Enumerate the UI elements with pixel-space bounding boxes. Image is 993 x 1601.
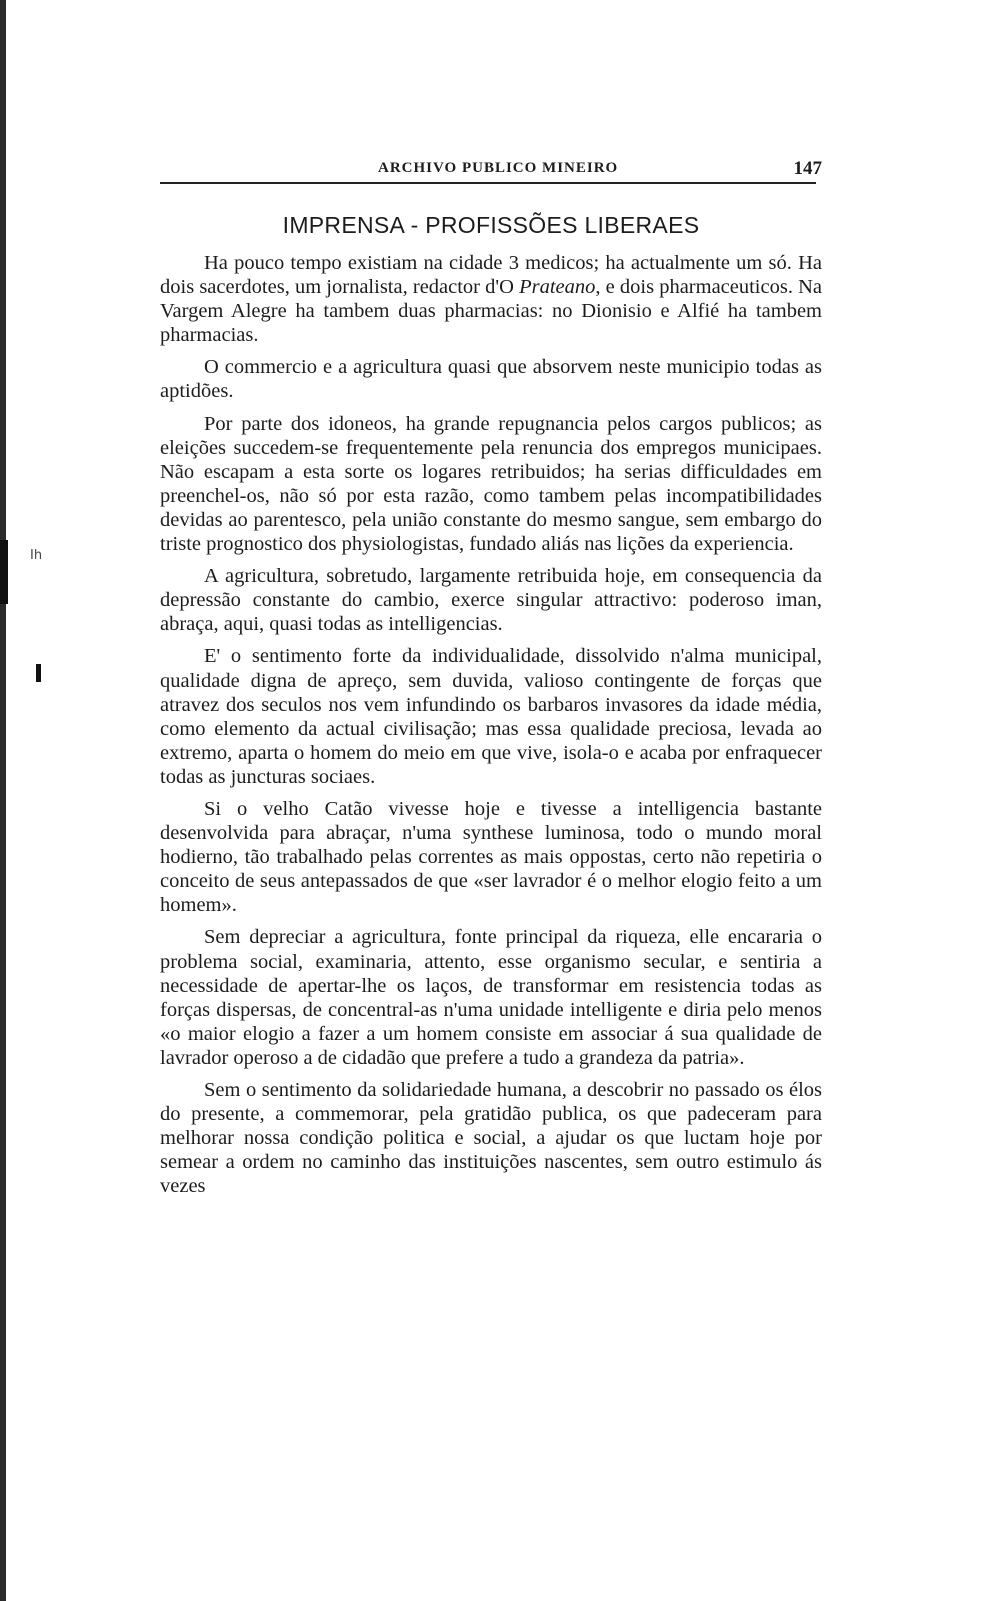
paragraph: Sem o sentimento da solidariedade humana, a descobrir no passado os élos do presente, a commemorar, pela gratidão publica, os que padeceram para melhorar nossa condição politica e social, a ajudar os que luctam hoje por semear a ordem no caminho das instituições nascentes, sem outro estimulo ás vezes [160, 1079, 822, 1198]
binding-mark [0, 540, 8, 604]
journal-title: ARCHIVO PUBLICO MINEIRO [378, 160, 619, 176]
margin-note: Ih [30, 548, 43, 563]
section-title: IMPRENSA - PROFISSÕES LIBERAES [282, 212, 700, 238]
paragraph: Por parte dos idoneos, ha grande repugnancia pelos cargos publicos; as eleições succedem-se frequentemente pela renuncia dos empregos municipaes. Não escapam a esta sorte os logares retribuidos; ha serias difficuldades em preenchel-os, não só por esta razão, como tambem pelas incompatibilidades devidas ao parentesco, pela união constante do mesmo sangue, sem embargo do triste prognostico dos physiologistas, fundado aliás nas lições da experiencia. [160, 412, 822, 556]
paragraph: O commercio e a agricultura quasi que absorvem neste municipio todas as aptidões. [160, 356, 822, 403]
paragraph-text: , e dois pharmaceuticos. Na Vargem Alegre ha tambem duas pharmacias: no Dionisio e Alfié ha tambem pharmacias. [160, 276, 823, 347]
paragraph [160, 251, 822, 347]
paragraph-text: Ha pouco tempo existiam na cidade 3 medicos; ha actualmente um só. Ha dois sacerdotes, um jornalista, redactor d'O [160, 252, 822, 299]
header-rule [160, 182, 816, 184]
newspaper-name: Prateano [519, 276, 596, 299]
body-text [160, 251, 822, 1198]
page-number: 147 [793, 158, 822, 179]
paragraph: A agricultura, sobretudo, largamente retribuida hoje, em consequencia da depressão constante do cambio, exerce singular attractivo: poderoso iman, abraça, aqui, quasi todas as intelligencias. [160, 565, 822, 636]
paragraph: E' o sentimento forte da individualidade, dissolvido n'alma municipal, qualidade digna de apreço, sem duvida, valioso contingente de forças que atravez dos seculos nos vem infundindo os barbaros invasores da idade média, como elemento da actual civilisação; mas essa qualidade preciosa, levada ao extremo, aparta o homem do meio em que vive, isola-o e acaba por enfraquecer todas as juncturas sociaes. [160, 645, 822, 788]
book-page [160, 150, 822, 1198]
running-header [160, 150, 822, 180]
binding-mark [36, 664, 41, 682]
paragraph: Sem depreciar a agricultura, fonte principal da riqueza, elle encararia o problema social, examinaria, attento, esse organismo secular, e sentiria a necessidade de apertar-lhe os laços, de transformar em resistencia todas as forças dispersas, de concentral-as n'uma unidade intelligente e diria pelo menos «o maior elogio a fazer a um homem consiste em associar á sua qualidade de lavrador operoso a de cidadão que prefere a tudo a grandeza da patria». [160, 926, 822, 1069]
page-gutter-edge [0, 0, 6, 1601]
paragraph: Si o velho Catão vivesse hoje e tivesse a intelligencia bastante desenvolvida para abraçar, n'uma synthese luminosa, todo o mundo moral hodierno, tão trabalhado pelas correntes as mais oppostas, certo não repetiria o conceito de seus antepassados de que «ser lavrador é o melhor elogio feito a um homem». [160, 797, 822, 917]
